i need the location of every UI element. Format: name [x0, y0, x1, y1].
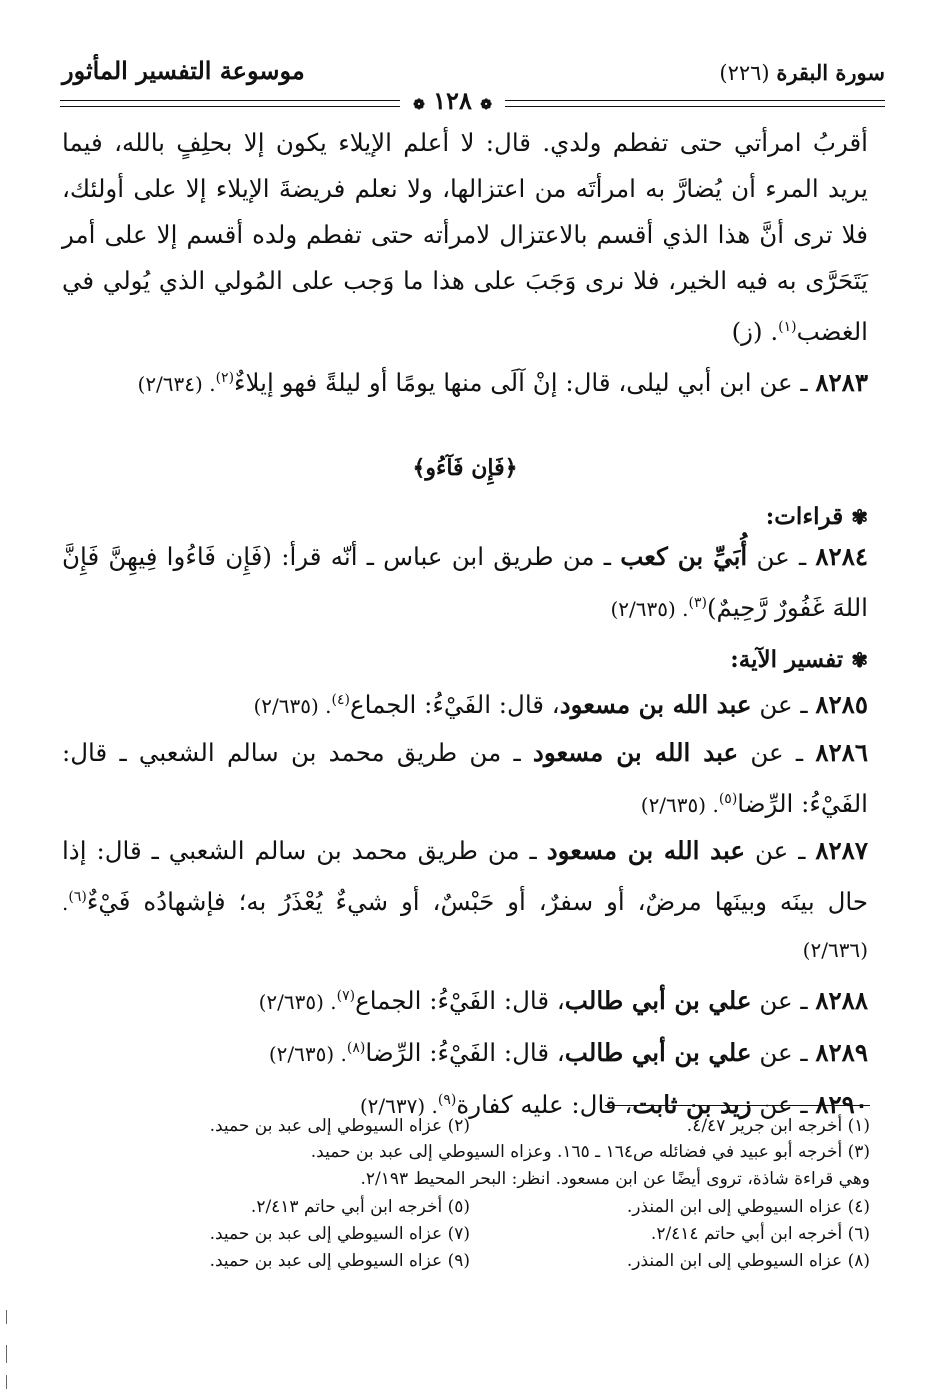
athar-text: ، قال: الفَيْءُ: الجماع — [355, 986, 565, 1016]
verse-number: (٢٢٦) — [719, 61, 770, 85]
athar-text: ، قال: الفَيْءُ: الرِّضا — [365, 1038, 565, 1068]
continuation-text: أقربُ امرأتي حتى تفطم ولدي. قال: لا أعلم الإيلاء يكون إلا بحلِفٍ بالله، فيما يريد المرء أن يُضارَّ به امرأتَه من اعتزالها، ولا نعلم فريضةَ الإيلاء إلا على أولئك، فلا ترى أنَّ هذا الذي أقسم بالاعتزال لامرأته حتى تفطم ولده أقسم إلا على أمر يَتَحَرَّى به فيه الخير، فلا نرى وَجَبَ على هذا ما وَجب على المُولي الذي يُولي في الغضب — [62, 128, 868, 347]
footnote-marker: (٢) — [215, 370, 235, 387]
footnote-7: (٧) عزاه السيوطي إلى عبد بن حميد. — [209, 1223, 470, 1244]
athar-ref: . (٢/٦٣٧) — [359, 1094, 438, 1119]
athar-prefix: ـ عن — [751, 1038, 816, 1068]
athar-ref: . (٢/٦٣٥) — [640, 792, 719, 817]
ornament-icon: ❁ — [413, 97, 425, 113]
footnote-marker: (٩) — [437, 1092, 457, 1109]
heading-tafsir — [62, 646, 868, 673]
athar-8287 — [62, 828, 868, 973]
narrator-name: عبد الله بن مسعود — [532, 737, 739, 767]
athar-prefix: ـ عن — [747, 542, 816, 572]
margin-mark — [6, 1310, 7, 1324]
narrator-name: علي بن أبي طالب — [564, 986, 752, 1016]
verse-section-title: ﴿فَإِن فَآءُو﴾ — [412, 455, 518, 482]
footnote-5: (٥) أخرجه ابن أبي حاتم ٢/٤١٣. — [250, 1196, 470, 1217]
athar-text: ـ من طريق محمد بن سالم الشعبي ـ قال: إذا حال بينَه وبينَها مرضٌ، أو سفرٌ، أو حَبْسٌ، أو شيءٌ يُعْذَرُ به؛ فإشهادُه فَيْءٌ — [62, 835, 868, 916]
athar-ref: . (٢/٦٣٥) — [610, 597, 689, 622]
footnote-9: (٩) عزاه السيوطي إلى عبد بن حميد. — [209, 1250, 470, 1271]
athar-number: ٨٢٨٩ — [815, 1038, 868, 1068]
surah-name: سورة البقرة — [776, 60, 885, 85]
athar-number: ٨٢٨٧ — [815, 835, 868, 865]
footnote-row — [70, 1247, 870, 1274]
athar-text: ـ من طريق ابن عباس ـ أنّه قرأ: (فَإِن فَاءُوا فِيهِنَّ فَإِنَّ اللهَ غَفُورٌ رَّحِيمٌ) — [62, 542, 868, 623]
footnote-marker: (٤) — [331, 692, 351, 709]
main-text — [62, 120, 868, 1129]
narrator-name: أُبَيِّ بن كعب — [620, 542, 748, 572]
heading-qiraat — [62, 503, 868, 530]
athar-8284 — [62, 534, 868, 632]
footnote-marker: (١) — [778, 319, 797, 335]
footnote-separator — [605, 1105, 870, 1106]
footnote-3: (٣) أخرجه أبو عبيد في فضائله ص١٦٤ ـ ١٦٥. وعزاه السيوطي إلى عبد بن حميد. — [310, 1142, 870, 1162]
footnote-4: (٤) عزاه السيوطي إلى ابن المنذر. — [626, 1196, 870, 1217]
flower-icon: ✾ — [851, 648, 868, 673]
athar-8283 — [62, 355, 868, 407]
athar-text: ـ عن ابن أبي ليلى، قال: إنْ آلَى منها يومًا أو ليلةً فهو إيلاءٌ — [234, 368, 816, 398]
footnote-6: (٦) أخرجه ابن أبي حاتم ٢/٤١٤. — [650, 1223, 870, 1244]
athar-number: ٨٢٨٦ — [815, 737, 868, 767]
surah-header — [719, 60, 885, 85]
footnote-row — [70, 1193, 870, 1220]
footnote-marker: (٥) — [718, 790, 738, 807]
continuation-tail: . (ز) — [731, 317, 779, 347]
athar-ref: . (٢/٦٣٥) — [253, 694, 332, 719]
athar-text: ـ من طريق محمد بن سالم الشعبي ـ قال: الفَيْءُ: الرِّضا — [62, 737, 868, 818]
narrator-name: علي بن أبي طالب — [564, 1038, 752, 1068]
footnote-3-continued: وهي قراءة شاذة، تروى أيضًا عن ابن مسعود. انظر: البحر المحيط ٢/١٩٣. — [360, 1169, 870, 1189]
footnote-marker: (٨) — [346, 1040, 366, 1057]
athar-ref: . (٢/٦٣٥) — [268, 1042, 347, 1067]
athar-text: ، قال: الفَيْءُ: الجماع — [350, 690, 560, 720]
continuation-paragraph — [62, 120, 868, 355]
heading-qiraat-label: قراءات: — [765, 503, 844, 531]
athar-prefix: ـ عن — [751, 986, 816, 1016]
athar-prefix: ـ عن — [738, 737, 816, 767]
athar-8286 — [62, 730, 868, 828]
athar-ref: . (٢/٦٣٦) — [62, 890, 868, 962]
footnote-marker: (٣) — [688, 595, 707, 612]
header-rule-right — [505, 100, 885, 107]
footnote-1: (١) أخرجه ابن جرير ٤/٤٧. — [686, 1115, 870, 1136]
narrator-name: زيد بن ثابت — [632, 1090, 752, 1120]
athar-ref: . (٢/٦٣٤) — [137, 372, 216, 397]
page-number: ١٢٨ — [433, 86, 472, 115]
athar-8288 — [62, 973, 868, 1025]
athar-number: ٨٢٨٨ — [815, 986, 868, 1016]
narrator-name: عبد الله بن مسعود — [559, 690, 752, 720]
athar-number: ٨٢٨٥ — [815, 690, 868, 720]
athar-prefix: ـ عن — [745, 835, 816, 865]
margin-mark — [6, 1375, 7, 1389]
athar-8285 — [62, 677, 868, 729]
athar-number: ٨٢٨٤ — [815, 542, 869, 572]
athar-8289 — [62, 1025, 868, 1077]
book-title: موسوعة التفسير المأثور — [62, 56, 305, 85]
athar-prefix: ـ عن — [751, 690, 816, 720]
header-rule-left — [60, 100, 400, 107]
page-number-box — [400, 86, 505, 115]
narrator-name: عبد الله بن مسعود — [546, 835, 746, 865]
footnotes — [70, 1112, 870, 1274]
heading-tafsir-label: تفسير الآية: — [730, 646, 844, 674]
athar-ref: . (٢/٦٣٥) — [258, 990, 337, 1015]
flower-icon: ✾ — [851, 505, 868, 530]
footnote-marker: (٦) — [68, 888, 87, 905]
athar-text: ، قال: عليه كفارة — [456, 1090, 633, 1120]
footnote-marker: (٧) — [336, 987, 356, 1004]
ornament-icon: ❁ — [480, 97, 492, 113]
athar-number: ٨٢٩٠ — [815, 1090, 868, 1120]
footnote-row — [70, 1112, 870, 1139]
athar-number: ٨٢٨٣ — [815, 368, 868, 398]
footnote-2: (٢) عزاه السيوطي إلى عبد بن حميد. — [209, 1115, 470, 1136]
athar-prefix: ـ عن — [751, 1090, 816, 1120]
footnote-row — [70, 1220, 870, 1247]
margin-mark — [6, 1345, 7, 1363]
footnote-8: (٨) عزاه السيوطي إلى ابن المنذر. — [626, 1250, 870, 1271]
